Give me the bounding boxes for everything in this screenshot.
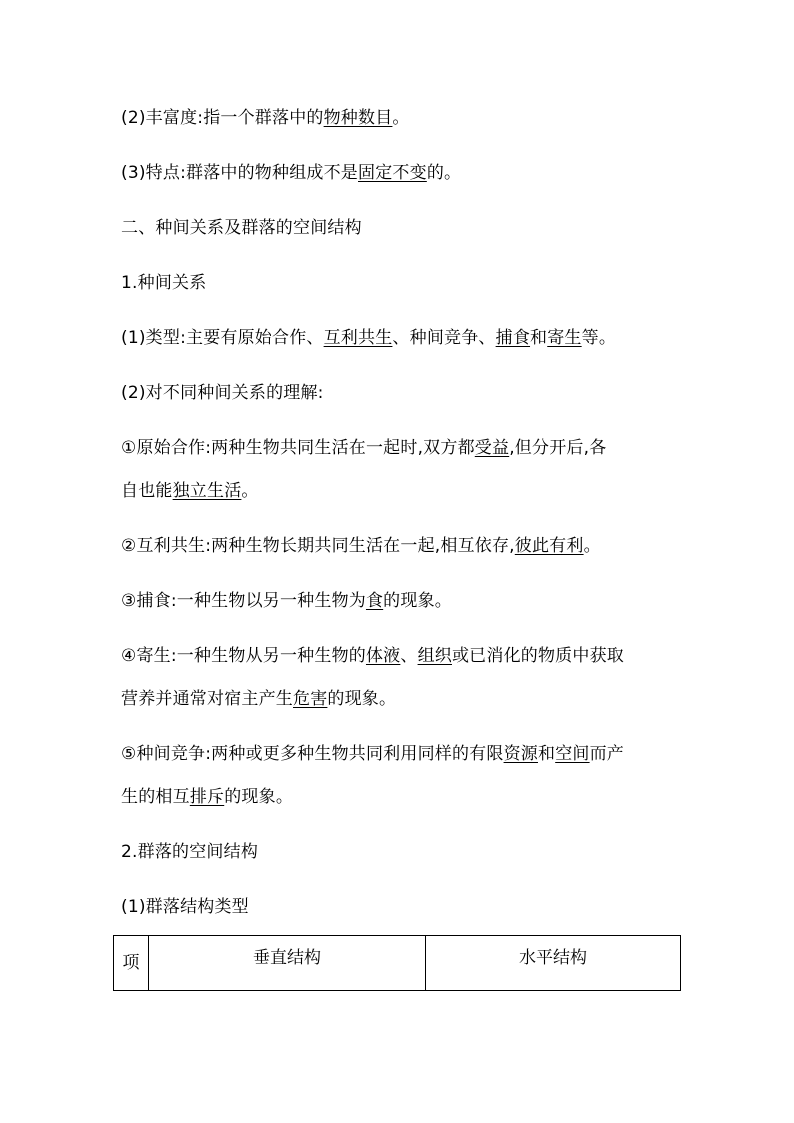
underlined-answer: 食 — [365, 591, 384, 611]
text-line — [121, 895, 249, 919]
text-segment: 生的相互 — [121, 787, 190, 807]
text-segment: 的现象。 — [383, 591, 452, 611]
section-heading — [121, 216, 362, 240]
underlined-answer: 体液 — [365, 646, 401, 666]
text-segment: ①原始合作:两种生物共同生活在一起时,双方都 — [121, 438, 475, 458]
underlined-answer: 固定不变 — [358, 163, 427, 183]
text-line — [121, 479, 259, 503]
subsection-heading — [121, 840, 258, 864]
table-row — [114, 936, 681, 991]
text-segment: ,但分开后,各 — [509, 438, 607, 458]
text-segment: 营养并通常对宿主产生 — [121, 689, 293, 709]
underlined-answer: 捕食 — [495, 328, 531, 348]
text-segment: 而产 — [589, 744, 624, 764]
text-line — [121, 589, 452, 613]
text-segment: 2.群落的空间结构 — [121, 842, 259, 862]
text-line — [121, 436, 606, 460]
underlined-answer: 空间 — [555, 744, 590, 764]
text-segment: (2)丰富度:指一个群落中的 — [121, 108, 324, 128]
underlined-answer: 物种数目 — [323, 108, 393, 128]
underlined-answer: 组织 — [417, 646, 452, 666]
text-segment: 二、种间关系及群落的空间结构 — [121, 218, 362, 238]
underlined-answer: 寄生 — [547, 328, 582, 348]
underlined-answer: 危害 — [293, 689, 328, 709]
text-line — [121, 106, 410, 130]
text-segment: 的现象。 — [327, 689, 397, 709]
text-segment: ④寄生:一种生物从另一种生物的 — [121, 646, 366, 666]
underlined-answer: 彼此有利 — [514, 536, 584, 556]
text-segment: 、 — [400, 646, 418, 666]
underlined-answer: 互利共生 — [323, 328, 393, 348]
table-cell: 项 — [114, 936, 149, 991]
text-line — [121, 785, 293, 809]
subsection-heading — [121, 271, 206, 295]
text-segment: 和 — [537, 744, 556, 764]
table-cell: 水平结构 — [426, 936, 681, 991]
text-line — [121, 644, 624, 668]
underlined-answer: 排斥 — [189, 787, 225, 807]
text-segment: 或已消化的物质中获取 — [451, 646, 624, 666]
text-segment: 。 — [583, 536, 601, 556]
underlined-answer: 资源 — [503, 744, 538, 764]
structure-table — [113, 935, 681, 991]
text-segment: 的。 — [426, 163, 462, 183]
text-segment: 的现象。 — [224, 787, 294, 807]
text-segment: (1)类型:主要有原始合作、 — [121, 328, 324, 348]
underlined-answer: 受益 — [474, 438, 510, 458]
text-segment: 和 — [530, 328, 548, 348]
text-line — [121, 326, 616, 350]
text-segment: 等。 — [581, 328, 617, 348]
underlined-answer: 独立生活 — [172, 481, 242, 501]
text-segment: ③捕食:一种生物以另一种生物为 — [121, 591, 366, 611]
text-segment: 。 — [392, 108, 410, 128]
text-segment: ⑤种间竞争:两种或更多种生物共同利用同样的有限 — [121, 744, 504, 764]
text-segment: 1.种间关系 — [121, 273, 207, 293]
text-segment: ②互利共生:两种生物长期共同生活在一起,相互依存, — [121, 536, 515, 556]
text-segment: 自也能 — [121, 481, 173, 501]
text-line — [121, 534, 601, 558]
text-line — [121, 687, 396, 711]
text-segment: (1)群落结构类型 — [121, 897, 249, 917]
text-line — [121, 742, 624, 766]
text-segment: (3)特点:群落中的物种组成不是 — [121, 163, 359, 183]
text-segment: 。 — [241, 481, 259, 501]
text-line — [121, 381, 324, 405]
text-line — [121, 161, 461, 185]
text-segment: (2)对不同种间关系的理解: — [121, 383, 324, 403]
table-cell: 垂直结构 — [149, 936, 426, 991]
text-segment: 、种间竞争、 — [392, 328, 496, 348]
